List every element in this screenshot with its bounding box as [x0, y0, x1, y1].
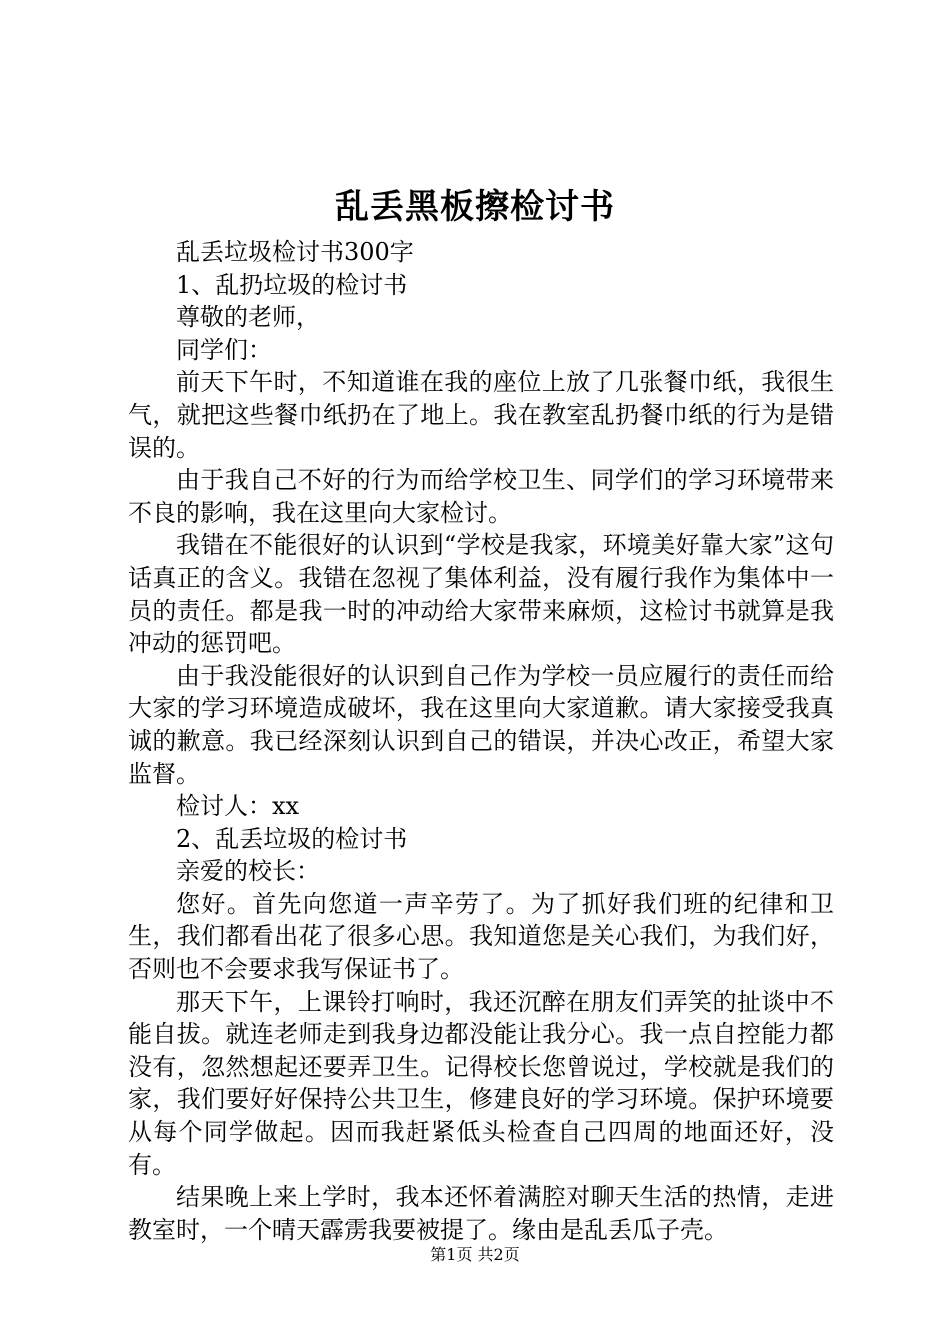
paragraph-body: 由于我没能很好的认识到自己作为学校一员应履行的责任而给大家的学习环境造成破坏，我在这里向大家道歉。请大家接受我真诚的歉意。我已经深刻认识到自己的错误，并决心改正，希望大家监督。: [128, 661, 834, 788]
document-body: [128, 236, 834, 1246]
paragraph-salutation-teacher: 尊敬的老师，: [176, 303, 320, 332]
paragraph-body: 那天下午，上课铃打响时，我还沉醉在朋友们弄笑的扯谈中不能自拔。就连老师走到我身边都没能让我分心。我一点自控能力都没有，忽然想起还要弄卫生。记得校长您曾说过，学校就是我们的家，我们要好好保持公共卫生，修建良好的学习环境。保护环境要从每个同学做起。因而我赶紧低头检查自己四周的地面还好，没有。: [128, 987, 834, 1179]
paragraph-subtitle: 乱丢垃圾检讨书300字: [176, 238, 414, 266]
paragraph-body: 前天下午时，不知道谁在我的座位上放了几张餐巾纸，我很生气，就把这些餐巾纸扔在了地上。我在教室乱扔餐巾纸的行为是错误的。: [128, 368, 834, 462]
paragraph-salutation-principal: 亲爱的校长：: [176, 857, 320, 886]
document-title: 乱丢黑板擦检讨书: [335, 187, 615, 227]
paragraph-section-1-heading: 1、乱扔垃圾的检讨书: [176, 270, 408, 299]
paragraph-signature: 检讨人：xx: [176, 792, 300, 821]
paragraph-salutation-classmates: 同学们：: [176, 335, 272, 364]
paragraph-body: 我错在不能很好的认识到“学校是我家，环境美好靠大家”这句话真正的含义。我错在忽视了集体利益，没有履行我作为集体中一员的责任。都是我一时的冲动给大家带来麻烦，这检讨书就算是我冲动的惩罚吧。: [128, 531, 834, 658]
paragraph-body: 结果晚上来上学时，我本还怀着满腔对聊天生活的热情，走进教室时，一个晴天霹雳我要被提了。缘由是乱丢瓜子壳。: [128, 1183, 834, 1244]
page-footer: 第1页 共2页: [430, 1245, 520, 1264]
paragraph-section-2-heading: 2、乱丢垃圾的检讨书: [176, 824, 408, 853]
paragraph-body: 由于我自己不好的行为而给学校卫生、同学们的学习环境带来不良的影响，我在这里向大家检讨。: [128, 466, 834, 527]
paragraph-body: 您好。首先向您道一声辛劳了。为了抓好我们班的纪律和卫生，我们都看出花了很多心思。我知道您是关心我们，为我们好，否则也不会要求我写保证书了。: [128, 889, 834, 984]
